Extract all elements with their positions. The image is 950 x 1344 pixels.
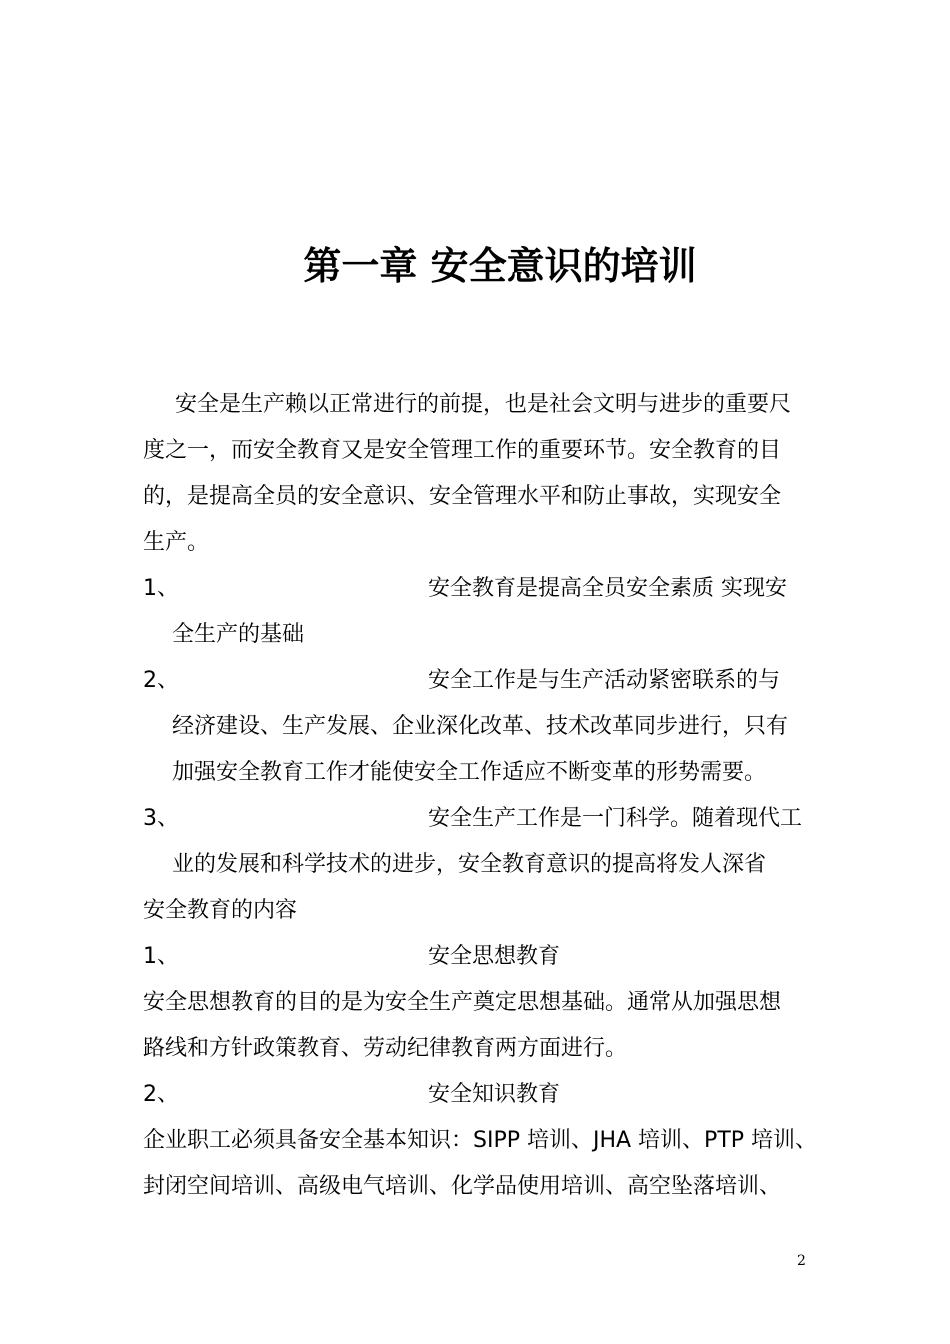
list-item-text: 全生产的基础: [172, 622, 305, 647]
list-item-heading: 安全知识教育: [428, 1082, 561, 1107]
chapter-title: 第一章 安全意识的培训: [303, 244, 697, 288]
list-item-text: 经济建设、生产发展、企业深化改革、技术改革同步进行，只有: [172, 714, 789, 739]
intro-line: 安全是生产赖以正常进行的前提，也是社会文明与进步的重要尺: [175, 392, 792, 417]
list-number: 2、: [143, 668, 179, 693]
list-item-heading: 安全工作是与生产活动紧密联系的与: [428, 668, 781, 693]
paragraph-line: 封闭空间培训、高级电气培训、化学品使用培训、高空坠落培训、: [143, 1174, 782, 1199]
list-item-heading: 安全教育是提高全员安全素质 实现安: [428, 576, 787, 601]
list-number: 1、: [143, 944, 179, 969]
intro-line: 的，是提高全员的安全意识、安全管理水平和防止事故，实现安全: [143, 484, 782, 509]
paragraph-line: 安全思想教育的目的是为安全生产奠定思想基础。通常从加强思想: [143, 990, 782, 1015]
list-item-heading: 安全生产工作是一门科学。随着现代工: [428, 806, 803, 831]
list-item-text: 业的发展和科学技术的进步，安全教育意识的提高将发人深省: [172, 852, 767, 877]
list-number: 2、: [143, 1082, 179, 1107]
paragraph-line: 企业职工必须具备安全基本知识：SIPP 培训、JHA 培训、PTP 培训、: [143, 1128, 818, 1153]
paragraph-line: 路线和方针政策教育、劳动纪律教育两方面进行。: [143, 1036, 628, 1061]
intro-line: 度之一，而安全教育又是安全管理工作的重要环节。安全教育的目: [143, 438, 782, 463]
list-item-text: 加强安全教育工作才能使安全工作适应不断变革的形势需要。: [172, 760, 767, 785]
page-number: 2: [797, 1253, 806, 1269]
intro-line: 生产。: [143, 530, 210, 555]
list-number: 3、: [143, 806, 179, 831]
list-item-heading: 安全思想教育: [428, 944, 561, 969]
list-number: 1、: [143, 576, 179, 601]
section-heading: 安全教育的内容: [143, 898, 298, 923]
